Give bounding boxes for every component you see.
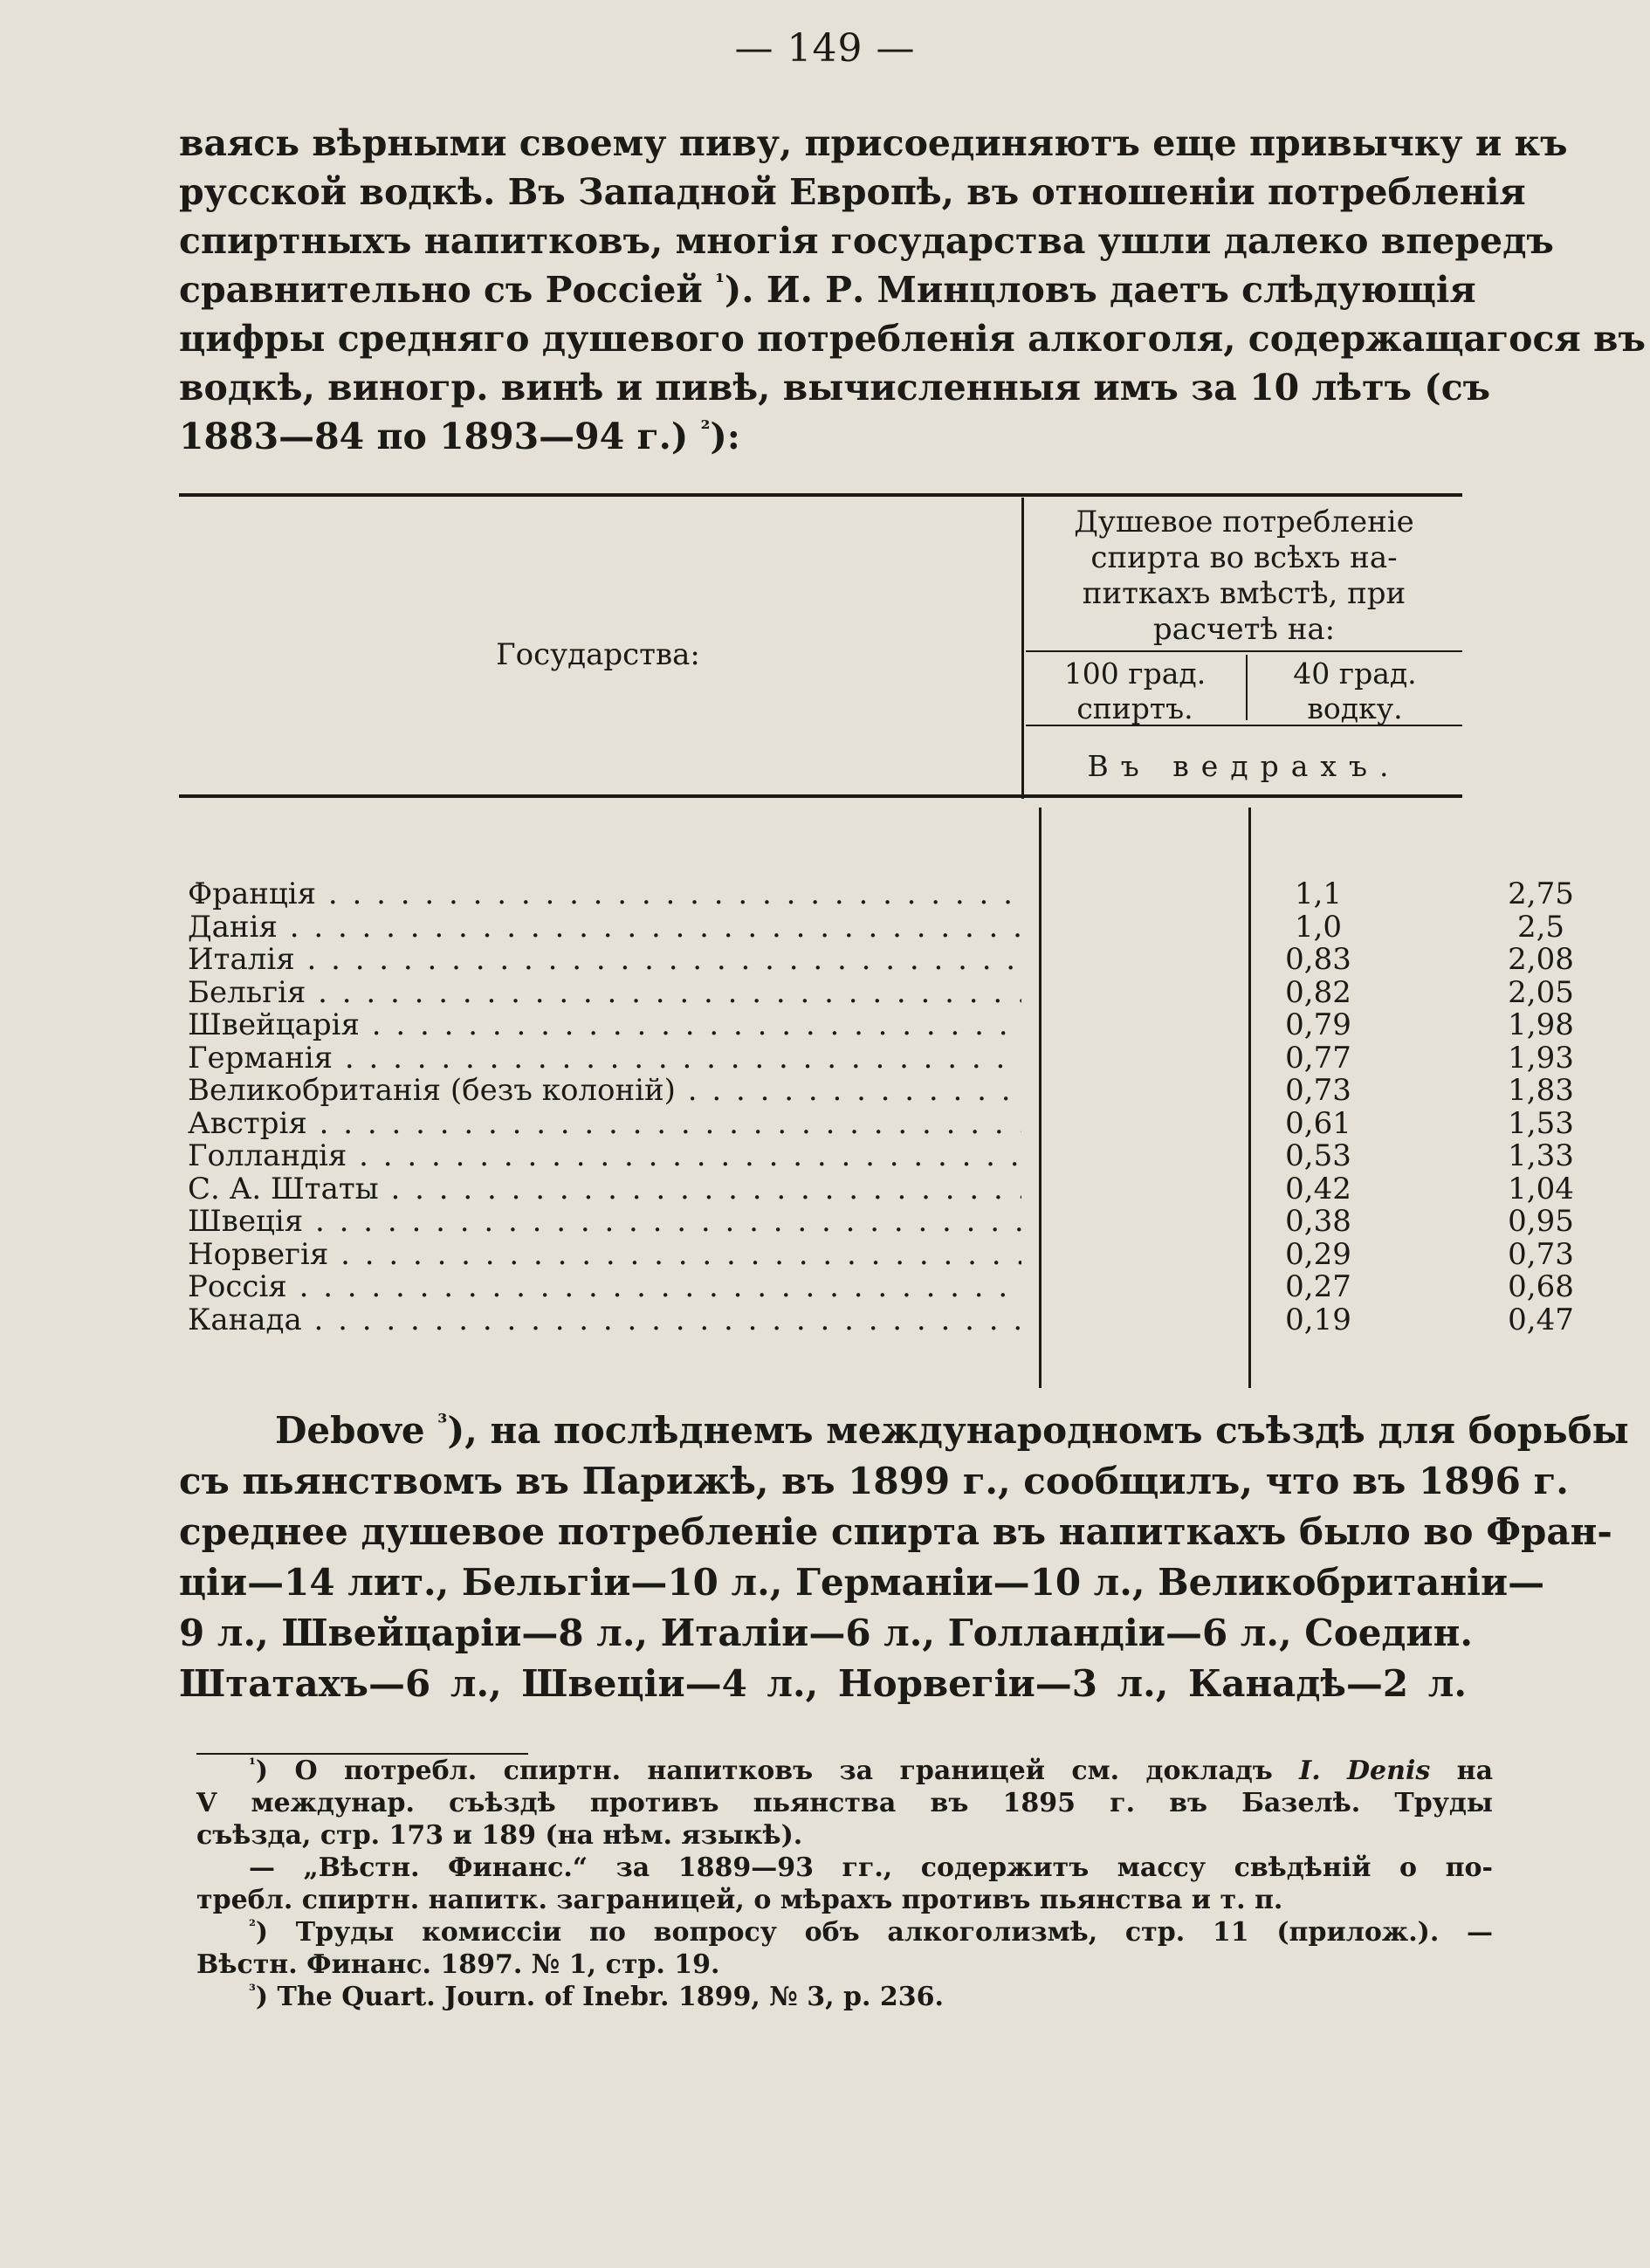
text-line [179, 412, 1467, 461]
footnote-line: Вѣстн. Финанс. 1897. № 1, стр. 19. [196, 1949, 720, 1980]
text-fragment: сравнительно съ Россіей [179, 269, 703, 311]
footnote-mark: ² [249, 1917, 256, 1935]
text-fragment: на [1430, 1756, 1494, 1786]
header-line: Душевое потребленіе [1074, 505, 1414, 540]
value-40-cell: 2,5 [1516, 909, 1565, 945]
text-fragment: ) The Quart. Journ. of Inebr. 1899, № 3, p. 236. [255, 1982, 944, 2012]
value-40-cell: 1,53 [1508, 1105, 1574, 1141]
text-fragment: ): [710, 416, 740, 457]
text-line [179, 1405, 1629, 1456]
text-line: ваясь вѣрными своему пиву, присоединяютъ еще привычку и къ [179, 122, 1568, 164]
footnote-ref-3[interactable]: ³ [437, 1409, 448, 1435]
table-top-rule [179, 493, 1462, 497]
country-cell: Австрія . . . [188, 1108, 1021, 1141]
value-40-cell: 2,05 [1508, 974, 1574, 1010]
country-column-header: Государства: [496, 637, 700, 672]
text-line: цифры средняго душевого потребленія алкоголя, содержащагося въ [179, 318, 1646, 360]
table-row [188, 909, 1565, 945]
table-row [188, 1302, 1574, 1337]
value-100-cell: 0,38 [1285, 1204, 1351, 1239]
value-100-cell: 1,1 [1294, 876, 1343, 911]
footnote-3 [196, 1981, 1493, 2013]
table-row [188, 1171, 1574, 1206]
table-row [188, 974, 1574, 1010]
footnote-line: требл. спиртн. напитк. заграницей, о мѣрахъ противъ пьянства и т. п. [196, 1885, 1283, 1915]
country-cell: Данія . . . [188, 911, 1021, 945]
table-row [188, 1269, 1574, 1304]
country-cell: Голландія . . . [188, 1140, 1021, 1173]
header-bottom-rule [179, 794, 1462, 798]
header-line: 100 град. [1063, 656, 1207, 691]
value-100-cell: 0,53 [1285, 1138, 1351, 1173]
value-40-cell: 1,83 [1508, 1073, 1574, 1108]
footnote-mark: ³ [249, 1982, 256, 2000]
header-line: водку. [1307, 691, 1403, 725]
value-40-cell: 1,98 [1508, 1007, 1574, 1042]
value-100-cell: 0,79 [1285, 1007, 1351, 1042]
value-40-cell: 0,73 [1508, 1236, 1574, 1272]
header-inner-rule [1026, 650, 1462, 652]
consumption-group-header [1026, 505, 1462, 648]
footnote-1 [196, 1755, 1493, 1787]
text-fragment: 1883—84 по 1893—94 г.) [179, 416, 689, 457]
second-paragraph [179, 1405, 1629, 1709]
table-row [188, 1204, 1574, 1239]
table-row [188, 1073, 1574, 1108]
value-100-cell: 0,42 [1285, 1171, 1351, 1206]
value-40-cell: 1,04 [1508, 1171, 1574, 1206]
cited-author: I. Denis [1299, 1756, 1431, 1786]
header-line: питкахъ вмѣстѣ, при [1082, 576, 1406, 611]
unit-label: Въ ведрахъ. [1087, 749, 1401, 783]
country-cell: Россія . . . [188, 1271, 1021, 1304]
country-cell: Норвегія . . . [188, 1239, 1021, 1272]
value-100-cell: 0,27 [1285, 1269, 1351, 1304]
table-row [188, 1040, 1574, 1076]
footnotes [196, 1755, 1493, 2013]
text-fragment: ) Труды комиссіи по вопросу объ алкоголизмѣ, стр. 11 (прилож.). — [255, 1917, 1493, 1948]
text-line: спиртныхъ напитковъ, многія государства ушли далеко впередъ [179, 220, 1554, 262]
table-row [188, 942, 1574, 977]
value-100-cell: 0,82 [1285, 974, 1351, 1010]
country-cell: Великобританія (безъ колоній) . . . [188, 1075, 1021, 1108]
value-100-cell: 0,77 [1285, 1040, 1351, 1076]
value-40-cell: 0,47 [1508, 1302, 1574, 1337]
value-40-cell: 2,75 [1508, 876, 1574, 911]
text-line [179, 265, 1476, 314]
country-cell: Бельгія . . . [188, 977, 1021, 1010]
table-row [188, 1236, 1574, 1272]
value-100-cell: 0,83 [1285, 942, 1351, 977]
text-line: Штатахъ—6 л., Швеціи—4 л., Норвегіи—3 л., Канадѣ—2 л. [179, 1662, 1467, 1705]
text-line: водкѣ, виногр. винѣ и пивѣ, вычисленныя имъ за 10 лѣтъ (съ [179, 367, 1491, 409]
country-cell: Швейцарія . . . [188, 1009, 1021, 1042]
value-40-cell: 1,33 [1508, 1138, 1574, 1173]
value-40-cell: 1,93 [1508, 1040, 1574, 1076]
footnote-line: — „Вѣстн. Финанс.“ за 1889—93 гг., содержитъ массу свѣдѣній о по- [249, 1852, 1493, 1883]
text-line: 9 л., Швейцаріи—8 л., Италіи—6 л., Голландіи—6 л., Соедин. [179, 1612, 1473, 1654]
country-cell: Канада . . . [188, 1304, 1021, 1337]
subheader-divider [1246, 655, 1248, 720]
column-header-40 [1250, 656, 1460, 726]
table-header-divider [1021, 498, 1024, 799]
country-cell: Италія . . . [188, 944, 1021, 977]
footnote-line: V междунар. съѣздѣ противъ пьянства въ 1895 г. въ Базелѣ. Труды [196, 1788, 1493, 1818]
text-fragment: ) О потребл. спиртн. напитковъ за границей см. докладъ [255, 1756, 1300, 1786]
table-row [188, 1138, 1574, 1173]
header-line: расчетѣ на: [1152, 612, 1336, 647]
table-row [188, 1105, 1574, 1141]
page-number: — 149 — [734, 26, 916, 71]
footnote-line: съѣзда, стр. 173 и 189 (на нѣм. языкѣ). [196, 1820, 803, 1851]
value-100-cell: 1,0 [1294, 909, 1343, 945]
value-40-cell: 0,95 [1508, 1204, 1574, 1239]
text-line: среднее душевое потребленіе спирта въ напиткахъ было во Фран- [179, 1510, 1612, 1553]
footnote-2 [196, 1916, 1493, 1948]
table-row [188, 876, 1574, 911]
value-40-cell: 2,08 [1508, 942, 1574, 977]
text-fragment: ), на послѣднемъ международномъ съѣздѣ для борьбы [447, 1409, 1629, 1452]
header-line: спиртъ. [1076, 691, 1193, 725]
text-line: ціи—14 лит., Бельгіи—10 л., Германіи—10 л., Великобританіи— [179, 1561, 1545, 1604]
intro-paragraph [179, 119, 1646, 461]
table-body [188, 876, 1574, 1337]
header-line: спирта во всѣхъ на- [1090, 540, 1398, 575]
table-row [188, 1007, 1574, 1042]
country-cell: Швеція . . . [188, 1206, 1021, 1239]
footnote-mark: ¹ [249, 1756, 256, 1774]
country-cell: Германія . . . [188, 1042, 1021, 1076]
value-100-cell: 0,19 [1285, 1302, 1351, 1337]
footnote-ref-2[interactable]: ² [700, 416, 711, 442]
country-cell: С. А. Штаты . . . [188, 1173, 1021, 1206]
value-40-cell: 0,68 [1508, 1269, 1574, 1304]
header-line: 40 град. [1293, 656, 1417, 691]
text-line: русской водкѣ. Въ Западной Европѣ, въ отношеніи потребленія [179, 171, 1526, 213]
footnote-ref-1[interactable]: ¹ [715, 269, 725, 295]
text-fragment: ). И. Р. Минцловъ даетъ слѣдующія [724, 269, 1476, 311]
country-cell: Франція . . . [188, 878, 1021, 911]
author-name: Debove [275, 1409, 425, 1452]
column-header-100 [1030, 656, 1240, 726]
text-line: съ пьянствомъ въ Парижѣ, въ 1899 г., сообщилъ, что въ 1896 г. [179, 1460, 1569, 1502]
value-100-cell: 0,61 [1285, 1105, 1351, 1141]
value-100-cell: 0,73 [1285, 1073, 1351, 1108]
value-100-cell: 0,29 [1285, 1236, 1351, 1272]
